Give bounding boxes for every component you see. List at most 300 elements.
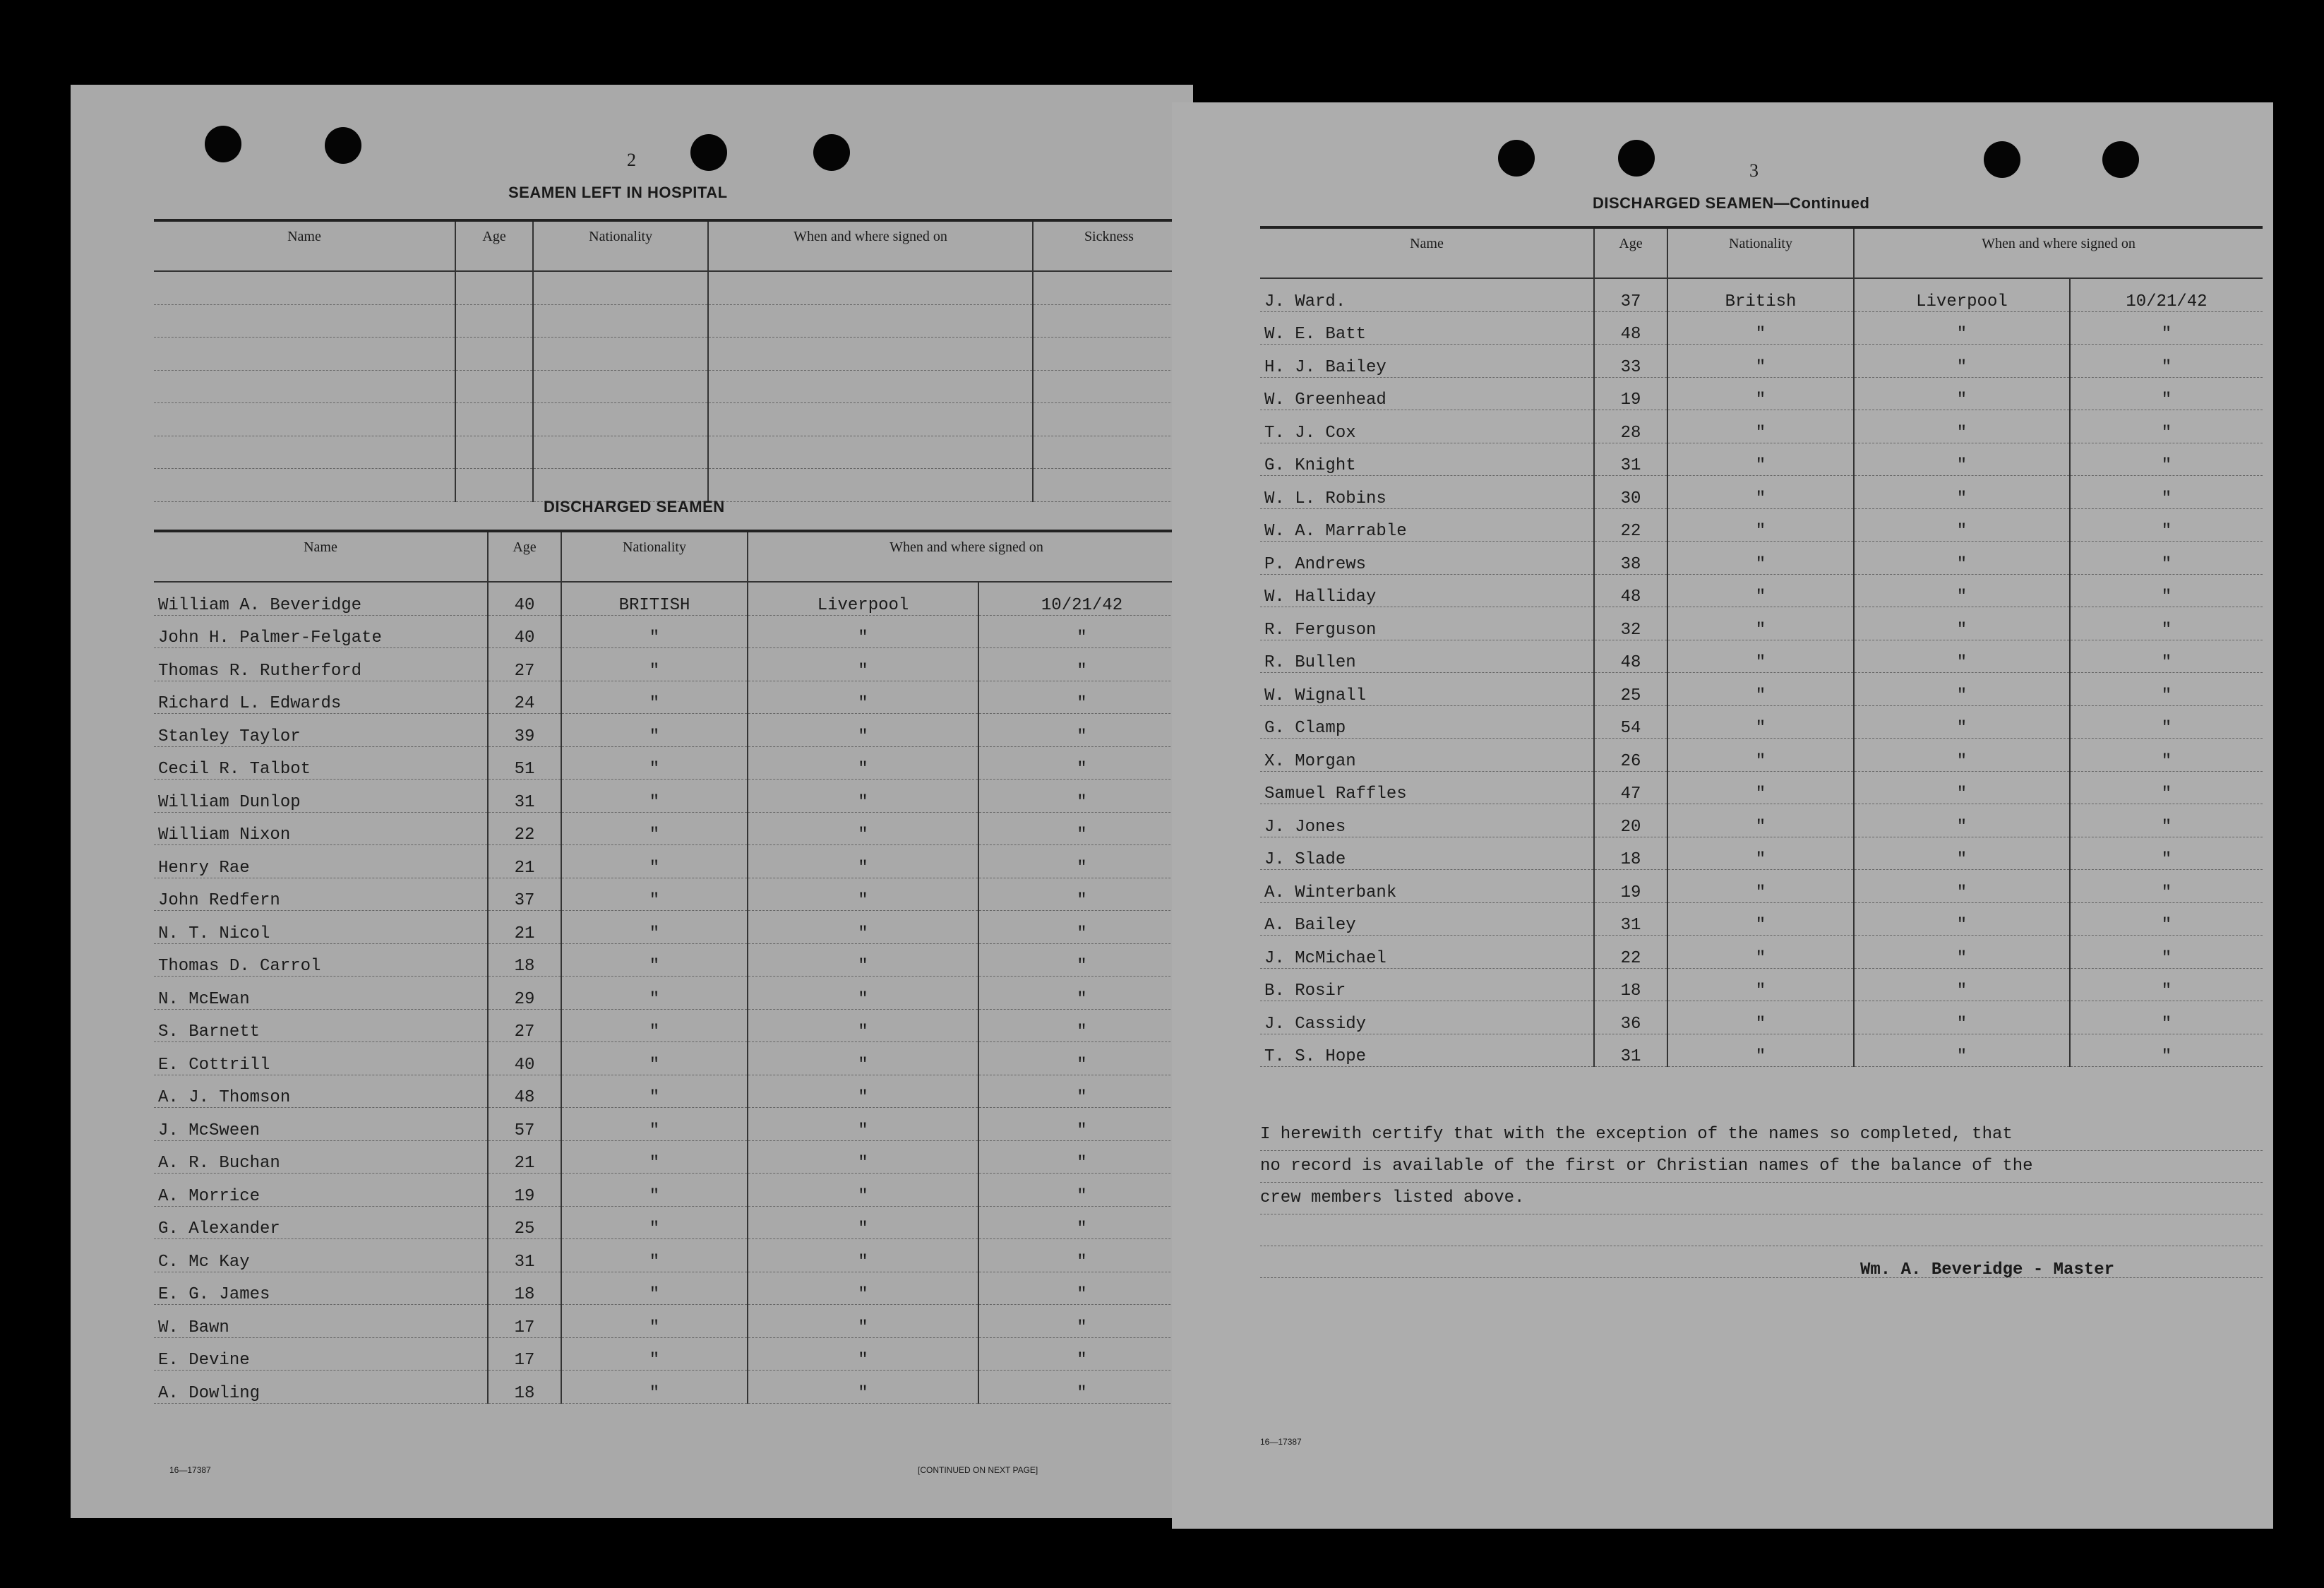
signed-on-date: " (2070, 837, 2263, 870)
blank-cell (455, 469, 533, 502)
seaman-age: 19 (1594, 377, 1667, 410)
signed-on-place: " (748, 845, 978, 878)
seaman-age: 57 (488, 1108, 561, 1141)
table-row (154, 304, 1185, 338)
signed-on-place: " (748, 977, 978, 1010)
table-row (154, 1042, 1185, 1075)
table-row (154, 746, 1185, 780)
seaman-age: 37 (488, 878, 561, 911)
signed-on-date: " (978, 1075, 1185, 1108)
signed-on-place: Liverpool (748, 582, 978, 615)
blank-cell (1033, 370, 1185, 403)
signed-on-date: " (2070, 574, 2263, 607)
signed-on-date: " (2070, 870, 2263, 903)
table-row (1260, 902, 2263, 936)
signed-on-place: " (748, 878, 978, 911)
blank-cell (154, 338, 455, 371)
seaman-name: A. J. Thomson (154, 1075, 488, 1108)
table-row (1260, 476, 2263, 509)
blank-cell (533, 436, 708, 469)
seaman-age: 28 (1594, 410, 1667, 443)
seaman-nationality: " (561, 878, 748, 911)
signed-on-date: " (978, 845, 1185, 878)
seaman-name: G. Alexander (154, 1206, 488, 1239)
signed-on-place: " (748, 1108, 978, 1141)
signed-on-place: " (748, 911, 978, 944)
col-header: Nationality (1667, 227, 1854, 278)
seaman-age: 31 (488, 1239, 561, 1272)
seaman-nationality: " (561, 1042, 748, 1075)
signed-on-date: " (978, 878, 1185, 911)
table-row (154, 469, 1185, 502)
master-signature: Wm. A. Beveridge - Master (1860, 1260, 2115, 1279)
table-row (154, 403, 1185, 436)
blank-cell (154, 469, 455, 502)
signed-on-place: " (748, 1042, 978, 1075)
seaman-nationality: " (1667, 968, 1854, 1001)
seaman-name: John Redfern (154, 878, 488, 911)
seaman-nationality: " (561, 615, 748, 648)
table-row (154, 943, 1185, 977)
blank-cell (533, 304, 708, 338)
seaman-name: R. Bullen (1260, 640, 1594, 673)
seaman-nationality: " (1667, 870, 1854, 903)
form-number: 16—17387 (1260, 1437, 1302, 1447)
right-page (1172, 102, 2273, 1529)
seaman-nationality: " (561, 812, 748, 845)
blank-cell (1033, 271, 1185, 304)
signed-on-date: " (978, 1239, 1185, 1272)
table-row (154, 1272, 1185, 1305)
table-row (1260, 705, 2263, 739)
table-row (154, 911, 1185, 944)
col-header: Age (488, 531, 561, 582)
signed-on-place: " (748, 746, 978, 780)
seaman-age: 51 (488, 746, 561, 780)
signed-on-date: " (978, 681, 1185, 714)
blank-cell (1033, 304, 1185, 338)
seaman-age: 48 (1594, 640, 1667, 673)
seaman-age: 38 (1594, 542, 1667, 575)
table-row (1260, 311, 2263, 345)
table-row (154, 1337, 1185, 1371)
col-header: Name (1260, 227, 1594, 278)
blank-cell (455, 370, 533, 403)
signed-on-place: " (1854, 640, 2070, 673)
blank-cell (1033, 338, 1185, 371)
blank-cell (455, 304, 533, 338)
signed-on-date: " (978, 1174, 1185, 1207)
signed-on-date: " (978, 1371, 1185, 1404)
seaman-name: G. Clamp (1260, 705, 1594, 739)
punch-hole (2102, 141, 2139, 178)
signed-on-date: " (978, 1140, 1185, 1174)
table-row (154, 1371, 1185, 1404)
seaman-name: E. G. James (154, 1272, 488, 1305)
seaman-nationality: " (1667, 804, 1854, 837)
seaman-nationality: " (561, 1174, 748, 1207)
signed-on-place: " (1854, 410, 2070, 443)
seaman-nationality: " (561, 1272, 748, 1305)
seaman-age: 30 (1594, 476, 1667, 509)
signed-on-date: " (2070, 739, 2263, 772)
seaman-age: 31 (1594, 902, 1667, 936)
table-row (154, 1174, 1185, 1207)
seaman-name: W. E. Batt (1260, 311, 1594, 345)
seaman-nationality: " (561, 911, 748, 944)
seaman-name: J. Jones (1260, 804, 1594, 837)
blank-cell (708, 436, 1033, 469)
signed-on-date: " (2070, 1034, 2263, 1067)
left-page (71, 85, 1193, 1518)
blank-cell (708, 338, 1033, 371)
table-row (154, 1009, 1185, 1042)
signed-on-place: " (748, 714, 978, 747)
seaman-nationality: " (1667, 837, 1854, 870)
signed-on-place: " (1854, 870, 2070, 903)
col-header: When and where signed on (1854, 227, 2263, 278)
signed-on-date: " (978, 1009, 1185, 1042)
signed-on-place: " (748, 1009, 978, 1042)
seaman-age: 17 (488, 1337, 561, 1371)
table-row (154, 714, 1185, 747)
seaman-nationality: " (561, 977, 748, 1010)
signed-on-place: " (748, 648, 978, 681)
table-row (154, 271, 1185, 304)
table-row (154, 845, 1185, 878)
signed-on-date: " (2070, 771, 2263, 804)
signed-on-place: Liverpool (1854, 278, 2070, 311)
seaman-name: A. Dowling (154, 1371, 488, 1404)
signed-on-date: " (978, 812, 1185, 845)
col-header: Name (154, 220, 455, 271)
seaman-name: T. S. Hope (1260, 1034, 1594, 1067)
signed-on-place: " (748, 1174, 978, 1207)
signed-on-place: " (1854, 542, 2070, 575)
seaman-nationality: " (561, 1206, 748, 1239)
seaman-age: 24 (488, 681, 561, 714)
signed-on-place: " (1854, 607, 2070, 640)
seaman-age: 21 (488, 845, 561, 878)
signed-on-place: " (1854, 705, 2070, 739)
signed-on-place: " (748, 1371, 978, 1404)
table-row (1260, 377, 2263, 410)
table-row (154, 812, 1185, 845)
signed-on-place: " (748, 681, 978, 714)
signed-on-place: " (1854, 936, 2070, 969)
seaman-nationality: " (1667, 476, 1854, 509)
signed-on-place: " (1854, 345, 2070, 378)
signed-on-date: " (2070, 508, 2263, 542)
hospital-title: SEAMEN LEFT IN HOSPITAL (508, 184, 728, 201)
seaman-nationality: " (561, 1305, 748, 1338)
seaman-name: W. A. Marrable (1260, 508, 1594, 542)
seaman-name: John H. Palmer-Felgate (154, 615, 488, 648)
signed-on-date: " (978, 1337, 1185, 1371)
seaman-name: William Nixon (154, 812, 488, 845)
blank-cell (708, 370, 1033, 403)
seaman-name: J. McMichael (1260, 936, 1594, 969)
signed-on-place: " (748, 943, 978, 977)
seaman-age: 27 (488, 1009, 561, 1042)
table-row (1260, 739, 2263, 772)
col-header: Sickness (1033, 220, 1185, 271)
signed-on-date: " (978, 1206, 1185, 1239)
seaman-age: 31 (1594, 443, 1667, 476)
seaman-name: N. McEwan (154, 977, 488, 1010)
seaman-nationality: " (561, 1140, 748, 1174)
seaman-age: 25 (1594, 673, 1667, 706)
seaman-age: 26 (1594, 739, 1667, 772)
page-number: 2 (627, 150, 636, 170)
blank-cell (1033, 436, 1185, 469)
seaman-age: 37 (1594, 278, 1667, 311)
table-row (154, 1140, 1185, 1174)
signed-on-date: " (2070, 673, 2263, 706)
signed-on-place: " (1854, 508, 2070, 542)
table-row (1260, 771, 2263, 804)
seaman-name: E. Cottrill (154, 1042, 488, 1075)
seaman-age: 31 (1594, 1034, 1667, 1067)
blank-cell (533, 271, 708, 304)
col-header: Nationality (561, 531, 748, 582)
col-header: Name (154, 531, 488, 582)
page-title: DISCHARGED SEAMEN—Continued (1593, 194, 1870, 212)
signed-on-date: " (2070, 311, 2263, 345)
table-row (1260, 640, 2263, 673)
seaman-nationality: " (561, 1337, 748, 1371)
seaman-age: 29 (488, 977, 561, 1010)
table-row (154, 582, 1185, 615)
continued-note: [CONTINUED ON NEXT PAGE] (918, 1465, 1038, 1475)
signed-on-date: " (2070, 476, 2263, 509)
col-header: Age (1594, 227, 1667, 278)
seaman-name: A. Bailey (1260, 902, 1594, 936)
seaman-nationality: " (1667, 311, 1854, 345)
blank-cell (154, 370, 455, 403)
seaman-nationality: " (561, 746, 748, 780)
table-row (1260, 345, 2263, 378)
signed-on-place: " (1854, 673, 2070, 706)
seaman-name: J. Ward. (1260, 278, 1594, 311)
seaman-nationality: BRITISH (561, 582, 748, 615)
signed-on-place: " (1854, 1001, 2070, 1034)
blank-cell (455, 271, 533, 304)
signed-on-place: " (1854, 476, 2070, 509)
signed-on-date: " (978, 714, 1185, 747)
signed-on-date: " (2070, 1001, 2263, 1034)
signed-on-place: " (748, 1206, 978, 1239)
signed-on-place: " (1854, 968, 2070, 1001)
table-row (154, 436, 1185, 469)
signed-on-date: " (2070, 936, 2263, 969)
seaman-nationality: " (561, 780, 748, 813)
table-row (154, 1305, 1185, 1338)
seaman-nationality: " (1667, 739, 1854, 772)
punch-hole (325, 127, 361, 164)
seaman-nationality: " (1667, 345, 1854, 378)
seaman-nationality: " (561, 943, 748, 977)
seaman-name: W. L. Robins (1260, 476, 1594, 509)
signed-on-date: " (2070, 377, 2263, 410)
signed-on-place: " (1854, 771, 2070, 804)
seaman-nationality: " (561, 648, 748, 681)
certification-line: crew members listed above. (1260, 1183, 2263, 1214)
seaman-nationality: " (561, 1239, 748, 1272)
signed-on-date: " (978, 1108, 1185, 1141)
col-header: When and where signed on (748, 531, 1185, 582)
seaman-age: 19 (1594, 870, 1667, 903)
blank-cell (455, 338, 533, 371)
signed-on-place: " (1854, 837, 2070, 870)
seaman-age: 21 (488, 911, 561, 944)
seaman-nationality: " (1667, 705, 1854, 739)
seaman-age: 40 (488, 615, 561, 648)
table-row (1260, 508, 2263, 542)
signed-on-place: " (1854, 1034, 2070, 1067)
seaman-age: 18 (1594, 837, 1667, 870)
discharged-table (154, 530, 1185, 1404)
signed-on-place: " (1854, 902, 2070, 936)
seaman-age: 36 (1594, 1001, 1667, 1034)
seaman-name: William A. Beveridge (154, 582, 488, 615)
punch-hole (690, 134, 727, 171)
signed-on-place: " (1854, 804, 2070, 837)
signed-on-date: " (978, 911, 1185, 944)
signed-on-place: " (748, 780, 978, 813)
signed-on-place: " (1854, 739, 2070, 772)
seaman-name: N. T. Nicol (154, 911, 488, 944)
seaman-nationality: British (1667, 278, 1854, 311)
seaman-name: Cecil R. Talbot (154, 746, 488, 780)
seaman-name: B. Rosir (1260, 968, 1594, 1001)
seaman-name: Thomas R. Rutherford (154, 648, 488, 681)
seaman-age: 27 (488, 648, 561, 681)
seaman-age: 21 (488, 1140, 561, 1174)
col-header: Nationality (533, 220, 708, 271)
seaman-nationality: " (1667, 607, 1854, 640)
blank-cell (708, 403, 1033, 436)
seaman-nationality: " (561, 845, 748, 878)
blank-cell (154, 304, 455, 338)
punch-hole (1618, 140, 1655, 177)
table-row (1260, 278, 2263, 311)
signed-on-place: " (1854, 377, 2070, 410)
seaman-nationality: " (561, 714, 748, 747)
table-row (154, 780, 1185, 813)
blank-cell (1033, 403, 1185, 436)
seaman-nationality: " (561, 1371, 748, 1404)
blank-cell (154, 403, 455, 436)
seaman-nationality: " (1667, 771, 1854, 804)
punch-hole (1984, 141, 2020, 178)
seaman-age: 48 (1594, 311, 1667, 345)
signed-on-place: " (748, 1272, 978, 1305)
signed-on-date: " (2070, 902, 2263, 936)
table-row (154, 615, 1185, 648)
signed-on-date: " (2070, 542, 2263, 575)
table-row (1260, 936, 2263, 969)
col-header: When and where signed on (708, 220, 1033, 271)
blank-cell (154, 436, 455, 469)
col-header: Age (455, 220, 533, 271)
form-number: 16—17387 (169, 1465, 211, 1475)
seaman-age: 19 (488, 1174, 561, 1207)
signed-on-place: " (748, 1305, 978, 1338)
signed-on-date: " (2070, 607, 2263, 640)
table-row (1260, 410, 2263, 443)
seaman-nationality: " (561, 1108, 748, 1141)
seaman-nationality: " (1667, 574, 1854, 607)
seaman-age: 48 (488, 1075, 561, 1108)
seaman-name: W. Wignall (1260, 673, 1594, 706)
seaman-name: A. R. Buchan (154, 1140, 488, 1174)
table-row (154, 370, 1185, 403)
signed-on-date: " (2070, 804, 2263, 837)
seaman-name: C. Mc Kay (154, 1239, 488, 1272)
seaman-age: 20 (1594, 804, 1667, 837)
seaman-age: 33 (1594, 345, 1667, 378)
seaman-age: 48 (1594, 574, 1667, 607)
seaman-nationality: " (1667, 410, 1854, 443)
table-row (154, 1239, 1185, 1272)
page-number: 3 (1749, 160, 1759, 181)
seaman-age: 54 (1594, 705, 1667, 739)
seaman-age: 22 (488, 812, 561, 845)
table-row (154, 878, 1185, 911)
signed-on-place: " (748, 812, 978, 845)
table-row (154, 1075, 1185, 1108)
table-row (154, 681, 1185, 714)
seaman-name: Samuel Raffles (1260, 771, 1594, 804)
seaman-nationality: " (1667, 936, 1854, 969)
seaman-name: J. Slade (1260, 837, 1594, 870)
seaman-age: 22 (1594, 936, 1667, 969)
seaman-name: J. Cassidy (1260, 1001, 1594, 1034)
signed-on-place: " (748, 615, 978, 648)
seaman-nationality: " (1667, 1034, 1854, 1067)
signed-on-date: " (978, 615, 1185, 648)
punch-hole (205, 126, 241, 162)
blank-cell (455, 403, 533, 436)
table-row (1260, 607, 2263, 640)
seaman-age: 18 (488, 1272, 561, 1305)
seaman-name: R. Ferguson (1260, 607, 1594, 640)
table-row (1260, 804, 2263, 837)
seaman-nationality: " (1667, 508, 1854, 542)
signed-on-date: " (2070, 345, 2263, 378)
seaman-age: 32 (1594, 607, 1667, 640)
table-row (1260, 968, 2263, 1001)
blank-cell (154, 271, 455, 304)
seaman-name: Richard L. Edwards (154, 681, 488, 714)
seaman-age: 22 (1594, 508, 1667, 542)
seaman-name: E. Devine (154, 1337, 488, 1371)
seaman-name: Thomas D. Carrol (154, 943, 488, 977)
discharged-title: DISCHARGED SEAMEN (544, 498, 725, 515)
seaman-age: 18 (1594, 968, 1667, 1001)
seaman-nationality: " (561, 681, 748, 714)
blank-cell (1033, 469, 1185, 502)
seaman-name: A. Morrice (154, 1174, 488, 1207)
seaman-nationality: " (1667, 377, 1854, 410)
signed-on-date: " (978, 977, 1185, 1010)
signed-on-date: " (978, 780, 1185, 813)
certification (1260, 1119, 2263, 1278)
seaman-nationality: " (1667, 902, 1854, 936)
table-row (154, 977, 1185, 1010)
seaman-age: 40 (488, 1042, 561, 1075)
